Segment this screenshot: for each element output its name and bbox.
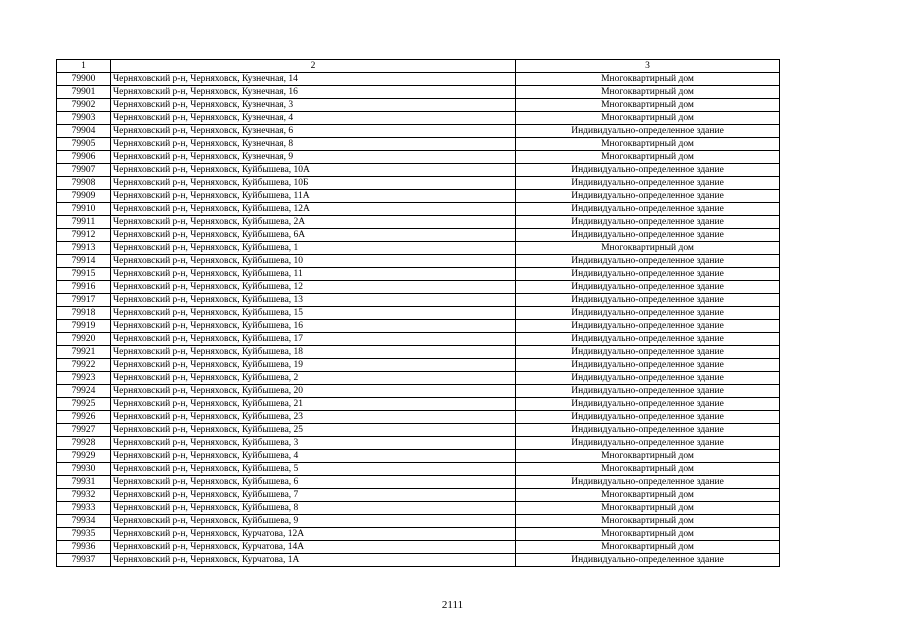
building-type-cell: Индивидуально-определенное здание (516, 333, 780, 346)
record-number-cell: 79903 (57, 112, 111, 125)
page-number: 2111 (441, 599, 464, 611)
building-type-cell: Индивидуально-определенное здание (516, 229, 780, 242)
address-cell: Черняховский р-н, Черняховск, Куйбышева, 2А (111, 216, 516, 229)
table-row (57, 372, 780, 385)
building-type-cell: Многоквартирный дом (516, 73, 780, 86)
address-cell: Черняховский р-н, Черняховск, Кузнечная, 8 (111, 138, 516, 151)
registry-table (56, 59, 780, 567)
record-number-cell: 79919 (57, 320, 111, 333)
building-type-cell: Многоквартирный дом (516, 138, 780, 151)
table-row (57, 294, 780, 307)
table-row (57, 138, 780, 151)
address-cell: Черняховский р-н, Черняховск, Куйбышева, 17 (111, 333, 516, 346)
table-row (57, 541, 780, 554)
address-cell: Черняховский р-н, Черняховск, Куйбышева, 6 (111, 476, 516, 489)
address-cell: Черняховский р-н, Черняховск, Куйбышева, 23 (111, 411, 516, 424)
address-cell: Черняховский р-н, Черняховск, Куйбышева, 11 (111, 268, 516, 281)
address-cell: Черняховский р-н, Черняховск, Куйбышева, 5 (111, 463, 516, 476)
record-number-cell: 79935 (57, 528, 111, 541)
record-number-cell: 79908 (57, 177, 111, 190)
table-row (57, 515, 780, 528)
table-row (57, 216, 780, 229)
table-row (57, 346, 780, 359)
address-cell: Черняховский р-н, Черняховск, Куйбышева, 21 (111, 398, 516, 411)
building-type-cell: Многоквартирный дом (516, 541, 780, 554)
record-number-cell: 79929 (57, 450, 111, 463)
record-number-cell: 79904 (57, 125, 111, 138)
building-type-cell: Многоквартирный дом (516, 151, 780, 164)
record-number-cell: 79922 (57, 359, 111, 372)
record-number-cell: 79923 (57, 372, 111, 385)
table-row (57, 73, 780, 86)
table-row (57, 229, 780, 242)
building-type-cell: Индивидуально-определенное здание (516, 190, 780, 203)
address-cell: Черняховский р-н, Черняховск, Куйбышева, 13 (111, 294, 516, 307)
record-number-cell: 79918 (57, 307, 111, 320)
address-cell: Черняховский р-н, Черняховск, Куйбышева, 3 (111, 437, 516, 450)
table-row (57, 268, 780, 281)
building-type-cell: Многоквартирный дом (516, 463, 780, 476)
building-type-cell: Индивидуально-определенное здание (516, 398, 780, 411)
table-row (57, 281, 780, 294)
table-header-row (57, 60, 780, 73)
table-row (57, 125, 780, 138)
table-row (57, 398, 780, 411)
address-cell: Черняховский р-н, Черняховск, Куйбышева, 6А (111, 229, 516, 242)
table-row (57, 307, 780, 320)
table-row (57, 255, 780, 268)
table-row (57, 502, 780, 515)
address-cell: Черняховский р-н, Черняховск, Куйбышева, 9 (111, 515, 516, 528)
building-type-cell: Индивидуально-определенное здание (516, 346, 780, 359)
record-number-cell: 79902 (57, 99, 111, 112)
building-type-cell: Индивидуально-определенное здание (516, 203, 780, 216)
address-cell: Черняховский р-н, Черняховск, Куйбышева, 1 (111, 242, 516, 255)
column-header-2: 2 (111, 60, 516, 73)
building-type-cell: Индивидуально-определенное здание (516, 554, 780, 567)
record-number-cell: 79934 (57, 515, 111, 528)
address-cell: Черняховский р-н, Черняховск, Куйбышева, 10Б (111, 177, 516, 190)
record-number-cell: 79921 (57, 346, 111, 359)
record-number-cell: 79916 (57, 281, 111, 294)
table-row (57, 203, 780, 216)
building-type-cell: Индивидуально-определенное здание (516, 177, 780, 190)
record-number-cell: 79924 (57, 385, 111, 398)
building-type-cell: Индивидуально-определенное здание (516, 216, 780, 229)
building-type-cell: Многоквартирный дом (516, 112, 780, 125)
record-number-cell: 79905 (57, 138, 111, 151)
address-cell: Черняховский р-н, Черняховск, Куйбышева, 20 (111, 385, 516, 398)
building-type-cell: Индивидуально-определенное здание (516, 476, 780, 489)
table-row (57, 164, 780, 177)
address-cell: Черняховский р-н, Черняховск, Куйбышева, 15 (111, 307, 516, 320)
building-type-cell: Индивидуально-определенное здание (516, 320, 780, 333)
address-cell: Черняховский р-н, Черняховск, Курчатова, 1А (111, 554, 516, 567)
building-type-cell: Индивидуально-определенное здание (516, 281, 780, 294)
record-number-cell: 79910 (57, 203, 111, 216)
record-number-cell: 79927 (57, 424, 111, 437)
record-number-cell: 79933 (57, 502, 111, 515)
table-row (57, 411, 780, 424)
table-row (57, 437, 780, 450)
address-cell: Черняховский р-н, Черняховск, Курчатова, 12А (111, 528, 516, 541)
address-cell: Черняховский р-н, Черняховск, Куйбышева, 11А (111, 190, 516, 203)
address-cell: Черняховский р-н, Черняховск, Кузнечная, 14 (111, 73, 516, 86)
building-type-cell: Многоквартирный дом (516, 515, 780, 528)
record-number-cell: 79912 (57, 229, 111, 242)
building-type-cell: Многоквартирный дом (516, 86, 780, 99)
column-header-1: 1 (57, 60, 111, 73)
record-number-cell: 79909 (57, 190, 111, 203)
building-type-cell: Индивидуально-определенное здание (516, 125, 780, 138)
record-number-cell: 79920 (57, 333, 111, 346)
building-type-cell: Многоквартирный дом (516, 242, 780, 255)
building-type-cell: Индивидуально-определенное здание (516, 255, 780, 268)
record-number-cell: 79926 (57, 411, 111, 424)
building-type-cell: Индивидуально-определенное здание (516, 307, 780, 320)
table-row (57, 476, 780, 489)
address-cell: Черняховский р-н, Черняховск, Куйбышева, 2 (111, 372, 516, 385)
building-type-cell: Индивидуально-определенное здание (516, 164, 780, 177)
building-type-cell: Индивидуально-определенное здание (516, 268, 780, 281)
address-cell: Черняховский р-н, Черняховск, Кузнечная, 9 (111, 151, 516, 164)
building-type-cell: Многоквартирный дом (516, 99, 780, 112)
address-cell: Черняховский р-н, Черняховск, Куйбышева, 10 (111, 255, 516, 268)
building-type-cell: Индивидуально-определенное здание (516, 424, 780, 437)
address-cell: Черняховский р-н, Черняховск, Кузнечная, 16 (111, 86, 516, 99)
record-number-cell: 79932 (57, 489, 111, 502)
table-row (57, 554, 780, 567)
building-type-cell: Индивидуально-определенное здание (516, 372, 780, 385)
address-cell: Черняховский р-н, Черняховск, Куйбышева, 12А (111, 203, 516, 216)
record-number-cell: 79930 (57, 463, 111, 476)
address-cell: Черняховский р-н, Черняховск, Куйбышева, 19 (111, 359, 516, 372)
address-cell: Черняховский р-н, Черняховск, Куйбышева, 25 (111, 424, 516, 437)
table-row (57, 151, 780, 164)
table-row (57, 190, 780, 203)
address-cell: Черняховский р-н, Черняховск, Кузнечная, 4 (111, 112, 516, 125)
record-number-cell: 79936 (57, 541, 111, 554)
record-number-cell: 79901 (57, 86, 111, 99)
building-type-cell: Индивидуально-определенное здание (516, 411, 780, 424)
record-number-cell: 79937 (57, 554, 111, 567)
address-cell: Черняховский р-н, Черняховск, Куйбышева, 10А (111, 164, 516, 177)
record-number-cell: 79917 (57, 294, 111, 307)
building-type-cell: Индивидуально-определенное здание (516, 385, 780, 398)
table-row (57, 99, 780, 112)
table-row (57, 177, 780, 190)
table-row (57, 86, 780, 99)
table-row (57, 359, 780, 372)
address-cell: Черняховский р-н, Черняховск, Куйбышева, 8 (111, 502, 516, 515)
record-number-cell: 79914 (57, 255, 111, 268)
record-number-cell: 79925 (57, 398, 111, 411)
record-number-cell: 79911 (57, 216, 111, 229)
address-cell: Черняховский р-н, Черняховск, Кузнечная, 6 (111, 125, 516, 138)
table-row (57, 320, 780, 333)
address-cell: Черняховский р-н, Черняховск, Куйбышева, 12 (111, 281, 516, 294)
table-row (57, 489, 780, 502)
building-type-cell: Многоквартирный дом (516, 450, 780, 463)
record-number-cell: 79900 (57, 73, 111, 86)
building-type-cell: Индивидуально-определенное здание (516, 359, 780, 372)
address-cell: Черняховский р-н, Черняховск, Куйбышева, 16 (111, 320, 516, 333)
address-cell: Черняховский р-н, Черняховск, Курчатова, 14А (111, 541, 516, 554)
record-number-cell: 79913 (57, 242, 111, 255)
table-row (57, 112, 780, 125)
table-row (57, 528, 780, 541)
record-number-cell: 79928 (57, 437, 111, 450)
table-row (57, 333, 780, 346)
table-body (57, 73, 780, 567)
building-type-cell: Индивидуально-определенное здание (516, 437, 780, 450)
building-type-cell: Многоквартирный дом (516, 489, 780, 502)
building-type-cell: Индивидуально-определенное здание (516, 294, 780, 307)
building-type-cell: Многоквартирный дом (516, 502, 780, 515)
record-number-cell: 79907 (57, 164, 111, 177)
table-row (57, 385, 780, 398)
address-cell: Черняховский р-н, Черняховск, Кузнечная, 3 (111, 99, 516, 112)
table-row (57, 450, 780, 463)
table-row (57, 463, 780, 476)
building-type-cell: Многоквартирный дом (516, 528, 780, 541)
table-row (57, 424, 780, 437)
address-cell: Черняховский р-н, Черняховск, Куйбышева, 18 (111, 346, 516, 359)
column-header-3: 3 (516, 60, 780, 73)
address-cell: Черняховский р-н, Черняховск, Куйбышева, 4 (111, 450, 516, 463)
record-number-cell: 79931 (57, 476, 111, 489)
table-row (57, 242, 780, 255)
record-number-cell: 79915 (57, 268, 111, 281)
record-number-cell: 79906 (57, 151, 111, 164)
address-cell: Черняховский р-н, Черняховск, Куйбышева, 7 (111, 489, 516, 502)
